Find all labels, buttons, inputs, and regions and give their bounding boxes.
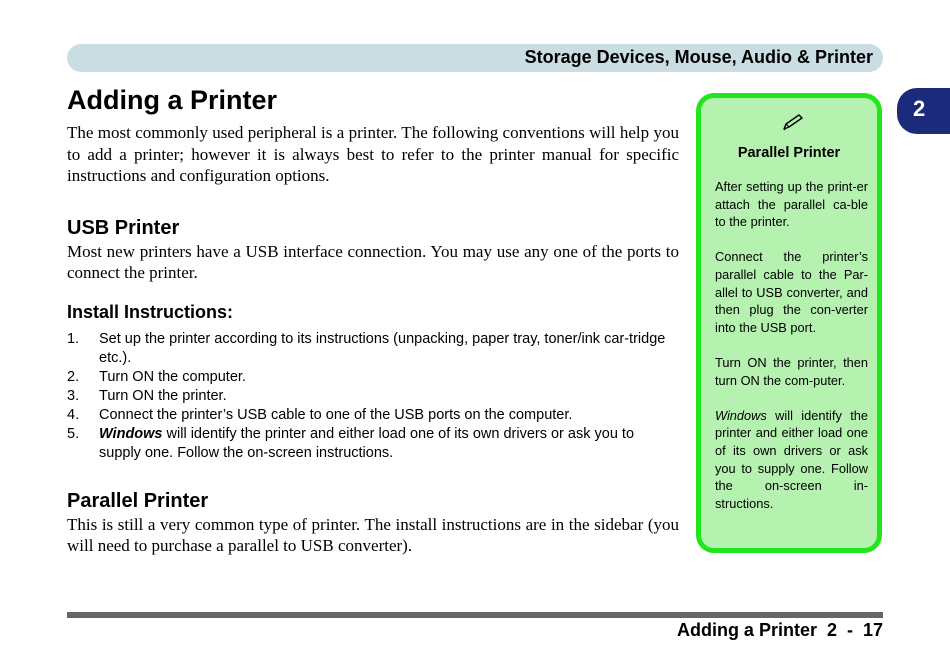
list-item xyxy=(67,425,679,463)
header-bar xyxy=(67,44,883,72)
parallel-printer-paragraph: This is still a very common type of printer. The install instructions are in the sidebar (you will need to purchase a parallel to USB converter). xyxy=(67,514,679,555)
list-item xyxy=(67,406,679,425)
step-number: 2. xyxy=(67,368,80,385)
list-item xyxy=(67,368,679,387)
sidebar-paragraph: Connect the printer’s parallel cable to the Par-allel to USB converter, and then plug the con-verter into the USB port. xyxy=(715,249,868,335)
list-item xyxy=(67,387,679,406)
sidebar-title: Parallel Printer xyxy=(737,145,841,161)
sidebar-paragraph: After setting up the print-er attach the parallel ca-ble to the printer. xyxy=(715,179,868,230)
windows-emphasis: Windows xyxy=(715,407,767,423)
install-steps-list xyxy=(67,330,679,463)
step-number: 3. xyxy=(67,387,80,404)
install-instructions-heading: Install Instructions: xyxy=(67,301,234,322)
step-text: Set up the printer according to its instructions (unpacking, paper tray, toner/ink car-tridge etc.). xyxy=(99,330,666,366)
step-text: Connect the printer’s USB cable to one of the USB ports on the computer. xyxy=(99,406,573,423)
step-number: 5. xyxy=(67,425,80,442)
sidebar-body xyxy=(715,178,868,530)
main-content xyxy=(67,84,679,557)
step-text: Turn ON the printer. xyxy=(99,387,227,404)
usb-printer-heading: USB Printer xyxy=(67,216,180,239)
sidebar-paragraph: Turn ON the printer, then turn ON the com-puter. xyxy=(715,354,868,388)
chapter-number: 2 xyxy=(913,96,926,121)
usb-printer-paragraph: Most new printers have a USB interface connection. You may use any one of the ports to connect the printer. xyxy=(67,241,679,282)
chapter-tab xyxy=(897,88,950,134)
step-number: 1. xyxy=(67,330,80,347)
sidebar-paragraph xyxy=(715,407,868,513)
page-footer: Adding a Printer 2 - 17 xyxy=(676,620,883,640)
step-number: 4. xyxy=(67,406,80,423)
pen-icon xyxy=(781,113,805,131)
windows-emphasis: Windows xyxy=(99,425,163,442)
running-header: Storage Devices, Mouse, Audio & Printer xyxy=(524,47,873,67)
parallel-printer-heading: Parallel Printer xyxy=(67,489,209,512)
step-text: will identify the printer and either load one of its own drivers or ask you to supply one. Follow the on-screen instructions. xyxy=(99,425,635,461)
sidebar-paragraph-text: will identify the printer and either load one of its own drivers or ask you to supply one. Follow the on-screen in-structions. xyxy=(715,407,868,511)
intro-paragraph: The most commonly used peripheral is a printer. The following conventions will help you to add a printer; however it is always best to refer to the printer manual for specific instructions and configuration options. xyxy=(67,123,679,185)
sidebar-note xyxy=(696,93,882,553)
step-text: Turn ON the computer. xyxy=(99,368,246,385)
footer-rule xyxy=(67,612,883,618)
page-title: Adding a Printer xyxy=(67,85,278,115)
list-item xyxy=(67,330,679,368)
